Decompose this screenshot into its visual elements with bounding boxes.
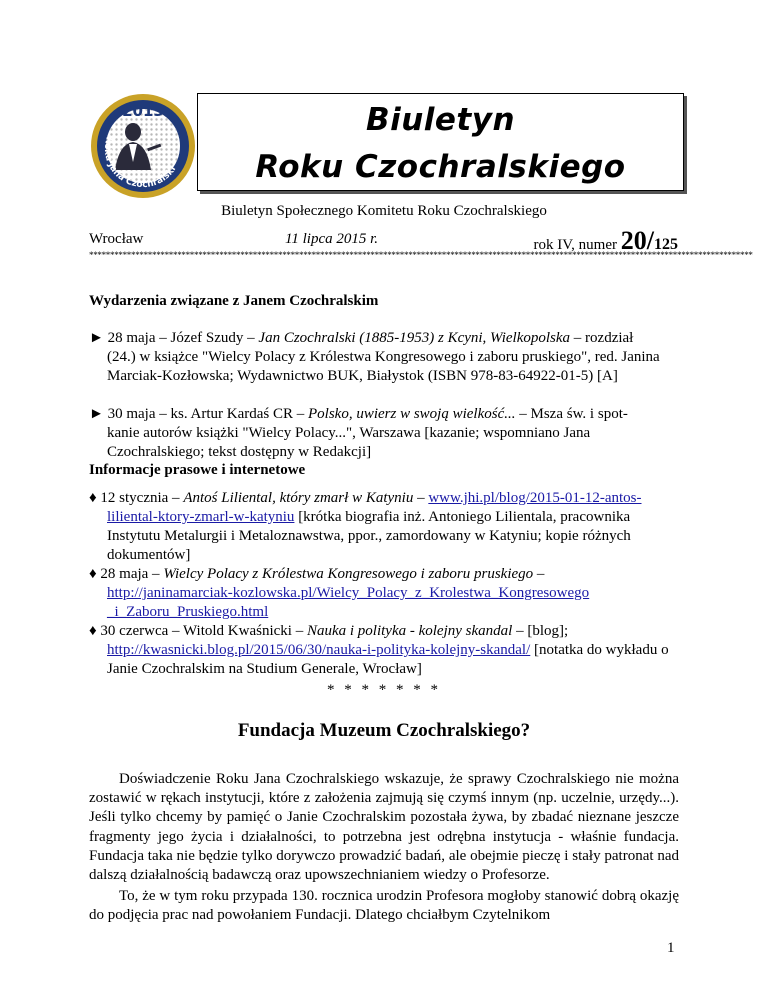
press-link-continued[interactable]: _i_Zaboru_Pruskiego.html bbox=[107, 604, 269, 620]
press-title: Antoś Liliental, który zmarł w Katyniu bbox=[183, 490, 414, 506]
article-paragraph: Doświadczenie Roku Jana Czochralskiego wskazuje, że sprawy Czochralskiego nie można zostawić w rękach instytucji, które z założenia zajmują się czymś innym (np. uczelnie, urzędy...). Jeśli tylko chcemy by pamięć o Janie Czochralskim pozostała żywa, by zbadać nieznane jeszcze fragmenty jego życia i działalności, to potrzebna jest odrębna instytucja - właśnie fundacja. Fundacja taka nie będzie tylko dorywczo prowadzić badań, ale obejmie pieczę i stały patronat nad dalszą działalnością badawczą oraz upowszechnianiem wiedzy o Profesorze. bbox=[89, 771, 679, 884]
masthead-subtitle: Biuletyn Społecznego Komitetu Roku Czochralskiego bbox=[221, 203, 547, 219]
issue-number-total: 125 bbox=[654, 236, 678, 253]
event-title: Polsko, uwierz w swoją wielkość... bbox=[308, 406, 516, 422]
press-link-continued[interactable]: liliental-ktory-zmarl-w-katyniu bbox=[107, 509, 295, 525]
diamond-bullet-icon: ♦ bbox=[89, 490, 97, 506]
masthead-title-box bbox=[197, 93, 684, 191]
event-item: ► 30 maja – ks. Artur Kardaś CR – Polsko, uwierz w swoją wielkość... – Msza św. i spot- kanie autorów książki "Wielcy Polacy...", Warszawa [kazanie; wspomniano Jana Czochralskiego; tekst dostępny w Redakcji] bbox=[89, 405, 679, 462]
issue-date: 11 lipca 2015 r. bbox=[285, 231, 379, 247]
press-title: Nauka i polityka - kolejny skandal bbox=[306, 623, 513, 639]
logo-ring-text: Roku Jana Czochralski bbox=[101, 135, 179, 191]
press-item: ♦ 28 maja – Wielcy Polacy z Królestwa Kongresowego i zaboru pruskiego – http://janinamarciak-kozlowska.pl/Wielcy_Polacy_z_Krolestwa_Kongresowego _i_Zaboru_Pruskiego.html bbox=[89, 566, 590, 620]
section-divider: * * * * * * * bbox=[327, 682, 441, 698]
section-heading-press: Informacje prasowe i internetowe bbox=[89, 462, 306, 478]
press-title: Wielcy Polacy z Królestwa Kongresowego i zaboru pruskiego bbox=[163, 566, 534, 582]
diamond-bullet-icon: ♦ bbox=[89, 623, 97, 639]
press-link[interactable]: http://kwasnicki.blog.pl/2015/06/30/nauka-i-polityka-kolejny-skandal/ bbox=[107, 642, 531, 658]
logo-emblem bbox=[89, 92, 197, 200]
diamond-bullet-icon: ♦ bbox=[89, 566, 97, 582]
issue-meta-row bbox=[89, 226, 678, 255]
press-item: ♦ 30 czerwca – Witold Kwaśnicki – Nauka i polityka - kolejny skandal – [blog]; http://kwasnicki.blog.pl/2015/06/30/nauka-i-polityka-kolejny-skandal/ [notatka do wykładu o Janie Czochralskim na Studium Generale, Wrocław] bbox=[89, 623, 669, 677]
triangle-bullet-icon: ► bbox=[89, 330, 104, 346]
event-details: (24.) w książce "Wielcy Polacy z Królestwa Kongresowego i zaboru pruskiego", red. Janina Marciak-Kozłowska; Wydawnictwo BUK, Białystok (ISBN 978-83-64922-01-5) [A] bbox=[107, 349, 660, 384]
masthead-title-line-1: Biuletyn bbox=[365, 102, 516, 138]
issue-number-main: 20/ bbox=[620, 226, 654, 255]
logo-year: 2013 bbox=[122, 102, 164, 120]
event-title: Jan Czochralski (1885-1953) z Kcyni, Wielkopolska bbox=[258, 330, 571, 346]
logo bbox=[89, 92, 197, 200]
issue-label: rok IV, numer bbox=[533, 237, 621, 253]
event-item: ► 28 maja – Józef Szudy – Jan Czochralski (1885-1953) z Kcyni, Wielkopolska – rozdział (24.) w książce "Wielcy Polacy z Królestwa Kongresowego i zaboru pruskiego", red. Janina Marciak-Kozłowska; Wydawnictwo BUK, Białystok (ISBN 978-83-64922-01-5) [A] bbox=[89, 329, 679, 386]
article-paragraph: To, że w tym roku przypada 130. rocznica urodzin Profesora mogłoby stanowić dobrą okazję do podjęcia prac nad powołaniem Fundacji. Dlatego chciałbym Czytelnikom bbox=[89, 888, 679, 924]
stars-separator: ************************************************************************************************************************************************************** bbox=[89, 250, 753, 260]
page-number: 1 bbox=[667, 940, 675, 956]
article-title: Fundacja Muzeum Czochralskiego? bbox=[237, 720, 531, 741]
press-link[interactable]: www.jhi.pl/blog/2015-01-12-antos- bbox=[428, 490, 642, 506]
press-link[interactable]: http://janinamarciak-kozlowska.pl/Wielcy_Polacy_z_Krolestwa_Kongresowego bbox=[107, 585, 590, 601]
section-heading-events: Wydarzenia związane z Janem Czochralskim bbox=[89, 293, 379, 309]
issue-city: Wrocław bbox=[89, 231, 144, 247]
masthead-title-line-2: Roku Czochralskiego bbox=[255, 149, 626, 185]
press-item: ♦ 12 stycznia – Antoś Liliental, który zmarł w Katyniu – www.jhi.pl/blog/2015-01-12-antos- liliental-ktory-zmarl-w-katyniu [krótka biografia inż. Antoniego Lilientala, pracownika Instytutu Metalurgii i Metaloznawstwa, ppor., zamordowany w Katyniu; kopie różnych dokumentów] bbox=[89, 490, 642, 563]
triangle-bullet-icon: ► bbox=[89, 406, 104, 422]
event-details: kanie autorów książki "Wielcy Polacy...", Warszawa [kazanie; wspomniano Jana Czochralskiego; tekst dostępny w Redakcji] bbox=[107, 425, 591, 460]
